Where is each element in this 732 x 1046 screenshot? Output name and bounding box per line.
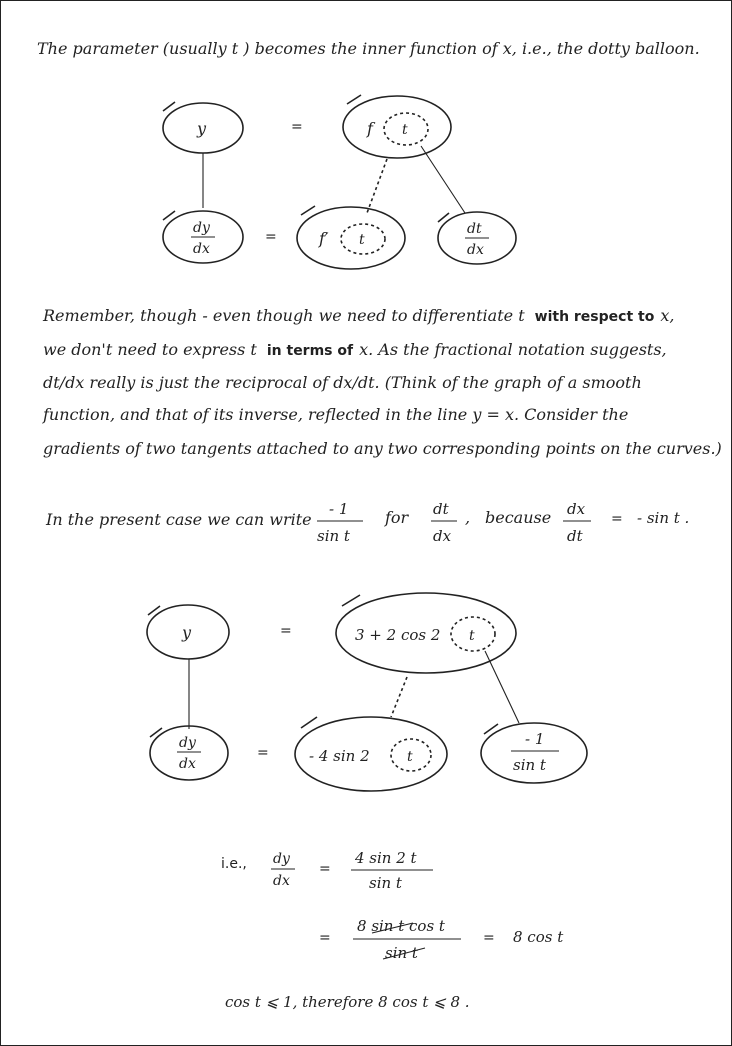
outer-function-balloon: [343, 96, 451, 158]
t-label: t: [359, 232, 365, 248]
chain-rule-diagram-1: [163, 95, 516, 269]
dx-label: dx: [273, 873, 290, 889]
result-rhs: 8 cos t: [513, 928, 564, 946]
paragraph-line-4: function, and that of its inverse, reflected in the line y = x. Consider the: [43, 405, 629, 424]
comma: ,: [465, 508, 471, 527]
paragraph-line-3: dt/dx really is just the reciprocal of dx/dt. (Think of the graph of a smooth: [43, 373, 642, 392]
because-word: because: [485, 508, 552, 527]
dx-label: dx: [193, 241, 210, 257]
dt-denominator: dt: [567, 527, 583, 545]
for-word: for: [385, 508, 409, 527]
equals-2: =: [257, 745, 269, 761]
dashed-connector: [391, 677, 407, 717]
equals-1: =: [319, 861, 331, 877]
numerator: - 1: [525, 730, 545, 748]
result-working: [221, 849, 564, 962]
conclusion: cos t ⩽ 1, therefore 8 cos t ⩽ 8 .: [225, 993, 470, 1011]
outer-function-label: 3 + 2 cos 2: [355, 626, 441, 644]
present-case-line: [45, 500, 689, 545]
denominator-1: sin t: [369, 874, 402, 892]
y-label: y: [197, 119, 207, 138]
connector-line: [421, 146, 465, 213]
paragraph-line-5: gradients of two tangents attached to any two corresponding points on the curves.): [43, 439, 722, 458]
derivative-balloon: [297, 207, 405, 269]
fraction-denominator: sin t: [317, 527, 350, 545]
explanation-paragraph: [42, 306, 722, 458]
intro-text: The parameter (usually t ) becomes the inner function of x, i.e., the dotty balloon.: [37, 39, 700, 58]
dx-denominator: dx: [433, 527, 452, 545]
denominator: sin t: [513, 756, 546, 774]
balloon-tail: [301, 206, 315, 215]
equals-2: =: [265, 229, 277, 245]
dy-label: dy: [179, 735, 196, 751]
worksheet-canvas: [1, 1, 731, 1045]
equals-1: =: [280, 623, 292, 639]
t-label: t: [407, 749, 413, 765]
chain-rule-diagram-2: [147, 593, 587, 791]
dy-label: dy: [193, 220, 210, 236]
paragraph-line-2: we don't need to express t in terms of x. As the fractional notation suggests,: [43, 340, 667, 359]
fprime-label: f′: [319, 229, 329, 248]
f-label: f: [367, 119, 373, 138]
paragraph-line-1: Remember, though - even though we need to differentiate t with respect to x,: [43, 306, 675, 325]
numerator-2: 8 sin t cos t: [357, 917, 445, 935]
dx-label: dx: [467, 242, 484, 258]
dx-label: dx: [179, 756, 196, 772]
y-label: y: [182, 623, 192, 642]
equals: =: [611, 511, 623, 527]
rhs: - sin t .: [637, 509, 690, 527]
t-label: t: [402, 122, 408, 138]
t-label: t: [469, 628, 475, 644]
dt-numerator: dt: [433, 500, 449, 518]
dt-label: dt: [467, 221, 482, 237]
ie-label: i.e.,: [221, 856, 247, 872]
connector-line: [485, 651, 519, 723]
balloon-tail: [347, 95, 361, 104]
denominator-2: sin t: [385, 944, 418, 962]
present-case-lead: In the present case we can write: [46, 510, 312, 529]
balloon-tail: [163, 211, 175, 220]
equals-3: =: [483, 930, 495, 946]
equals-1: =: [291, 119, 303, 135]
equals-2: =: [319, 930, 331, 946]
fraction-numerator: - 1: [329, 500, 349, 518]
balloon-tail: [301, 717, 317, 728]
numerator-1: 4 sin 2 t: [355, 849, 417, 867]
dashed-connector: [367, 159, 387, 213]
dx-numerator: dx: [567, 500, 586, 518]
balloon-tail: [342, 595, 360, 606]
derivative-label: - 4 sin 2: [309, 747, 370, 765]
dy-label: dy: [273, 851, 290, 867]
balloon-tail: [163, 102, 175, 111]
